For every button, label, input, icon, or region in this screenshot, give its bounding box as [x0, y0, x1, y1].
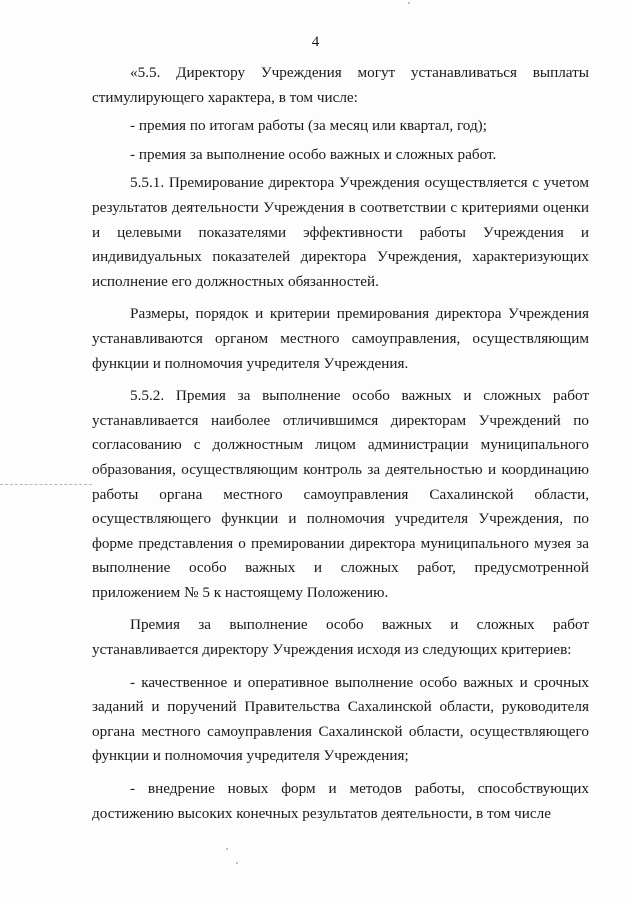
list-item-bonus-period: - премия по итогам работы (за месяц или квартал, год);	[130, 117, 487, 135]
document-body	[92, 61, 589, 826]
list-item-new-methods: - внедрение новых форм и методов работы, способствующих достижению высоких конечных результатов деятельности, в том числе	[92, 780, 589, 822]
paragraph-5-5: «5.5. Директору Учреждения могут устанавливаться выплаты стимулирующего характера, в том числе:	[92, 64, 589, 106]
scan-speck	[408, 2, 410, 4]
paragraph-5-5-1: 5.5.1. Премирование директора Учреждения осуществляется с учетом результатов деятельности Учреждения в соответствии с критериями оценки и целевыми показателями эффективности работы Учреждения и индивидуальных показателей директора Учреждения, характеризующих исполнение его должностных обязанностей.	[92, 174, 589, 290]
paragraph-criteria-intro: Премия за выполнение особо важных и сложных работ устанавливается директору Учреждения исходя из следующих критериев:	[92, 616, 589, 659]
paragraph-5-5-2: 5.5.2. Премия за выполнение особо важных и сложных работ устанавливается наиболее отличившимся директорам Учреждений по согласованию с должностным лицом администрации муниципального образования, осуществляющим контроль за деятельностью и координацию работы органа местного самоуправления Сахалинской области, осуществляющего функции и полномочия учредителя Учреждения, по форме представления о премировании директора муниципального музея за выполнение особо важных и сложных работ, предусмотренной приложением № 5 к настоящему Положению.	[92, 387, 589, 601]
list-item-bonus-important-work: - премия за выполнение особо важных и сложных работ.	[130, 145, 497, 163]
scan-margin-mark	[0, 484, 92, 487]
list-item-urgent-tasks: - качественное и оперативное выполнение особо важных и срочных заданий и поручений Правительства Сахалинской области, руководителя органа местного самоуправления Сахалинской области, осуществляющего функции и полномочия учредителя Учреждения;	[92, 673, 589, 765]
page-number: 4	[311, 34, 320, 50]
scan-speck	[226, 848, 228, 850]
paragraph-bonus-criteria: Размеры, порядок и критерии премирования директора Учреждения устанавливаются органом местного самоуправления, осуществляющим функции и полномочия учредителя Учреждения.	[92, 305, 589, 372]
scan-speck	[236, 862, 238, 864]
